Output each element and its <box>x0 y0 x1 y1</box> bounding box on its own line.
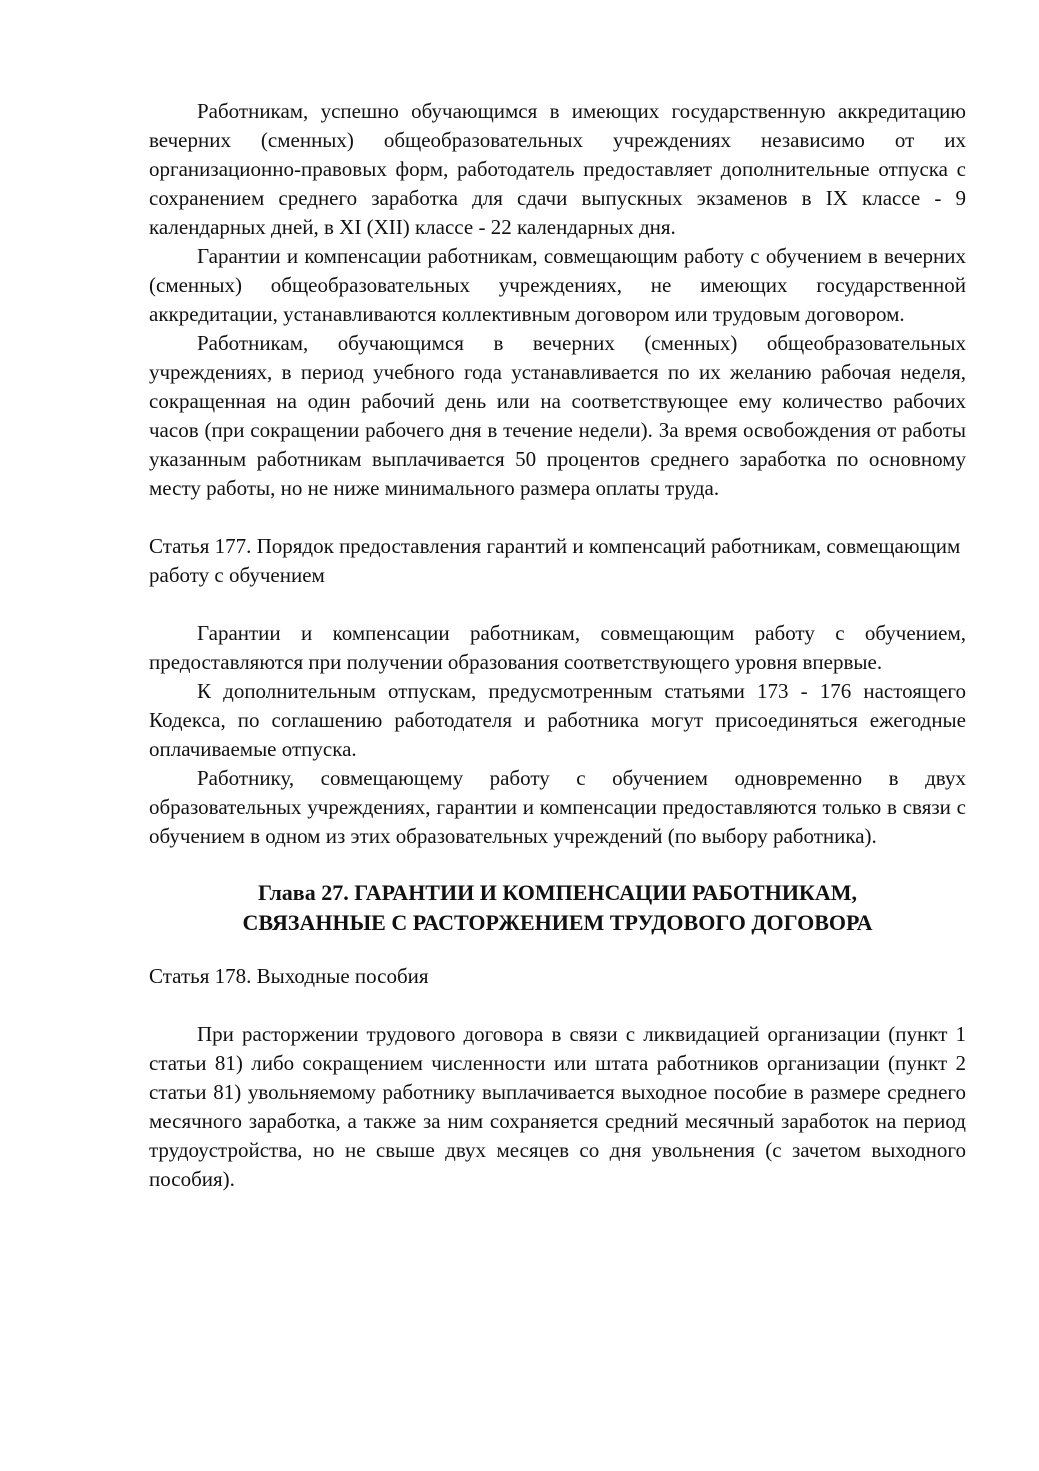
spacer <box>149 503 966 532</box>
spacer <box>149 851 966 878</box>
paragraph-176-short-week: Работникам, обучающимся в вечерних (сменных) общеобразовательных учреждениях, в период учебного года устанавливается по их желанию рабочая неделя, сокращенная на один рабочий день или на соответствующее ему количество рабочих часов (при сокращении рабочего дня в течение недели). За время освобождения от работы указанным работникам выплачивается 50 процентов среднего заработка по основному месту работы, но не ниже минимального размера оплаты труда. <box>149 331 966 500</box>
spacer <box>149 938 966 962</box>
paragraph-177-two-institutions: Работнику, совмещающему работу с обучением одновременно в двух образовательных учреждениях, гарантии и компенсации предоставляются только в связи с обучением в одном из этих образовательных учреждений (по выбору работника). <box>149 766 966 848</box>
document-page <box>149 97 966 1194</box>
article-177-title: Статья 177. Порядок предоставления гарантий и компенсаций работникам, совмещающим работу с обучением <box>149 534 961 587</box>
chapter-27-title <box>149 878 966 938</box>
paragraph-176-exams-leave: Работникам, успешно обучающимся в имеющих государственную аккредитацию вечерних (сменных) общеобразовательных учреждениях независимо от их организационно-правовых форм, работодатель предоставляет дополнительные отпуска с сохранением среднего заработка для сдачи выпускных экзаменов в IX классе - 9 календарных дней, в XI (XII) классе - 22 календарных дня. <box>149 99 966 239</box>
spacer <box>149 991 966 1020</box>
paragraph-177-first-time: Гарантии и компенсации работникам, совмещающим работу с обучением, предоставляются при получении образования соответствующего уровня впервые. <box>149 621 966 674</box>
article-178-title: Статья 178. Выходные пособия <box>149 964 429 988</box>
spacer <box>149 590 966 619</box>
chapter-27-title-line1: Глава 27. ГАРАНТИИ И КОМПЕНСАЦИИ РАБОТНИКАМ, <box>257 880 858 905</box>
paragraph-177-annual-leave: К дополнительным отпускам, предусмотренным статьями 173 - 176 настоящего Кодекса, по соглашению работодателя и работника могут присоединяться ежегодные оплачиваемые отпуска. <box>149 679 966 761</box>
paragraph-178-severance: При расторжении трудового договора в связи с ликвидацией организации (пункт 1 статьи 81) либо сокращением численности или штата работников организации (пункт 2 статьи 81) увольняемому работнику выплачивается выходное пособие в размере среднего месячного заработка, а также за ним сохраняется средний месячный заработок на период трудоустройства, но не свыше двух месяцев со дня увольнения (с зачетом выходного пособия). <box>149 1022 966 1191</box>
paragraph-176-no-accreditation: Гарантии и компенсации работникам, совмещающим работу с обучением в вечерних (сменных) общеобразовательных учреждениях, не имеющих государственной аккредитации, устанавливаются коллективным договором или трудовым договором. <box>149 244 966 326</box>
chapter-27-title-line2: СВЯЗАННЫЕ С РАСТОРЖЕНИЕМ ТРУДОВОГО ДОГОВОРА <box>242 910 873 935</box>
